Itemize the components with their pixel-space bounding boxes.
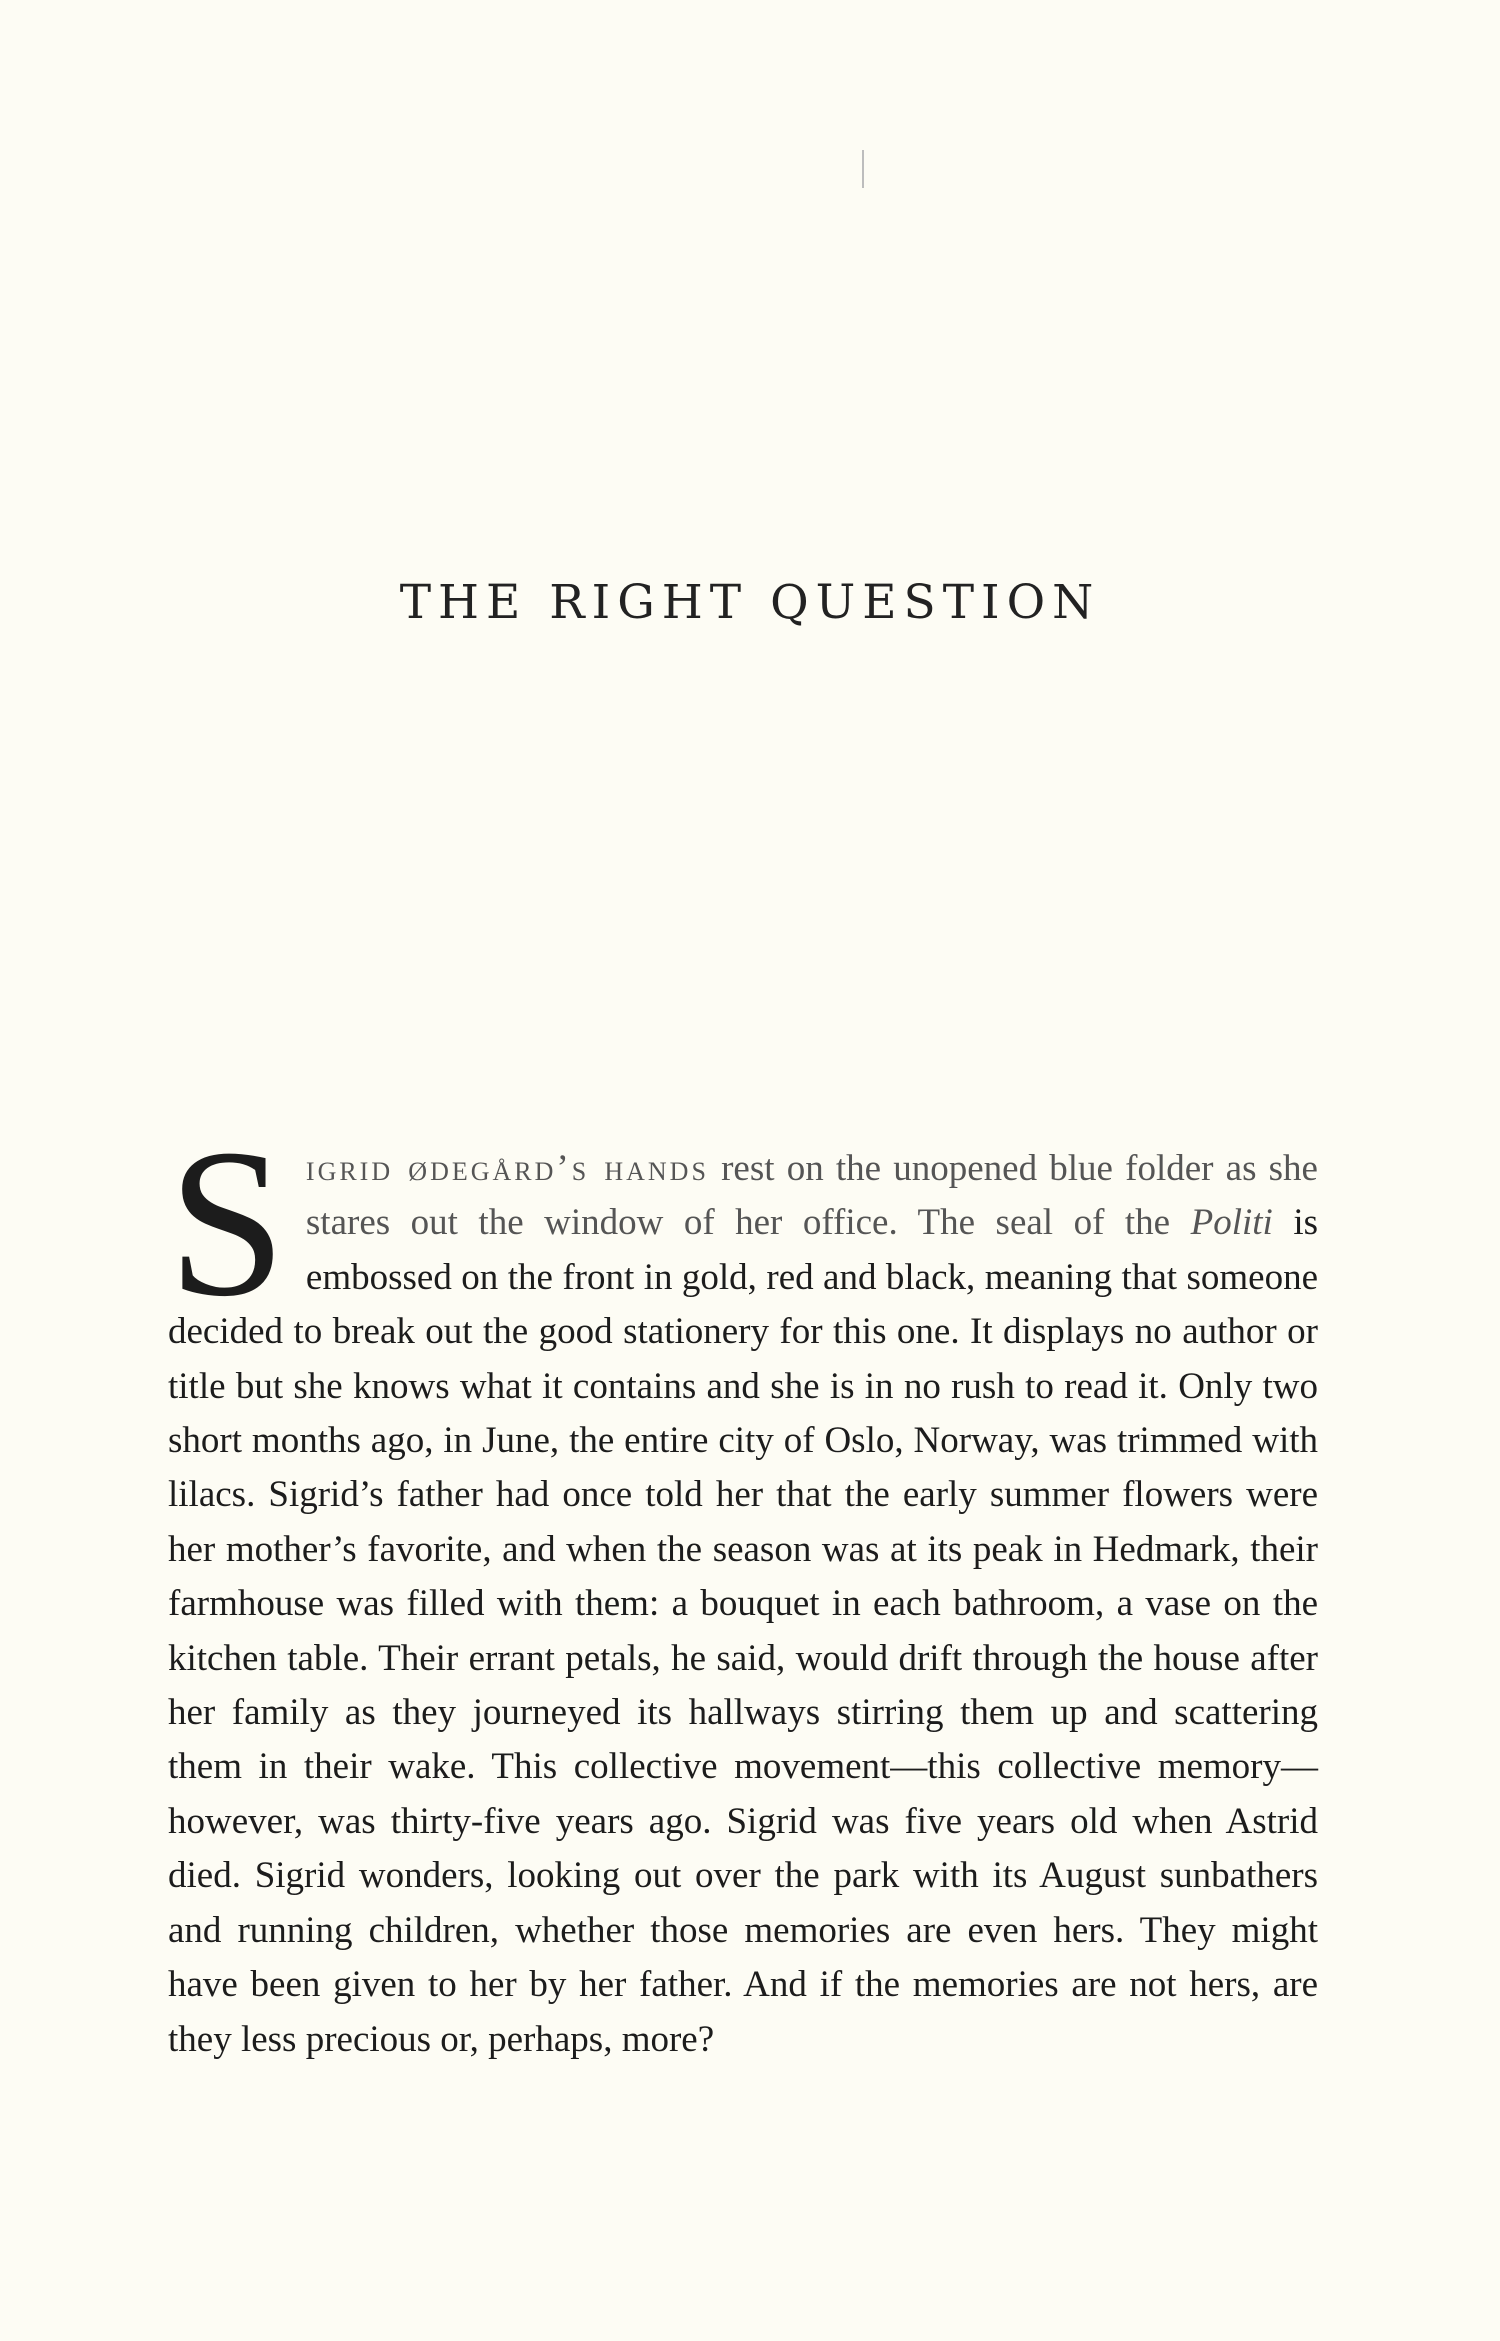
drop-cap: S xyxy=(168,1105,286,1340)
politi-italic: Politi xyxy=(1190,1202,1273,1244)
opening-paragraph xyxy=(168,1105,1318,2067)
paragraph-text-part-2: is embossed on the front in gold, red and black, meaning that someone decided to break out the good stationery for this one. It displays no author or title but she knows what it contains and she is in no rush to read it. Only two short months ago, in June, the entire city of Oslo, Norway, was trimmed with lilacs. Sigrid’s father had once told her that the early summer flowers were her mother’s favorite, and when the season was at its peak in Hedmark, their farmhouse was filled with them: a bouquet in each bathroom, a vase on the kitchen table. Their errant petals, he said, would drift through the house after her family as they journeyed its hallways stirring them up and scattering them in their wake. This collective movement—this collective memory—however, was thirty-five years ago. Sigrid was five years old when Astrid died. Sigrid wonders, looking out over the park with its August sunbathers and running children, whether those memories are even hers. They might have been given to her by her father. And if the memories are not hers, are they less precious or, perhaps, more? xyxy=(168,1202,1318,2060)
lead-in-small-caps: igrid ødegård’s hands xyxy=(305,1148,709,1189)
chapter-title: THE RIGHT QUESTION xyxy=(399,575,1101,630)
paragraph-text-part-1: rest on the unopened blue folder as she stares out the window of her office. The seal of the xyxy=(305,1148,1318,1244)
scan-artifact-mark xyxy=(862,150,864,188)
